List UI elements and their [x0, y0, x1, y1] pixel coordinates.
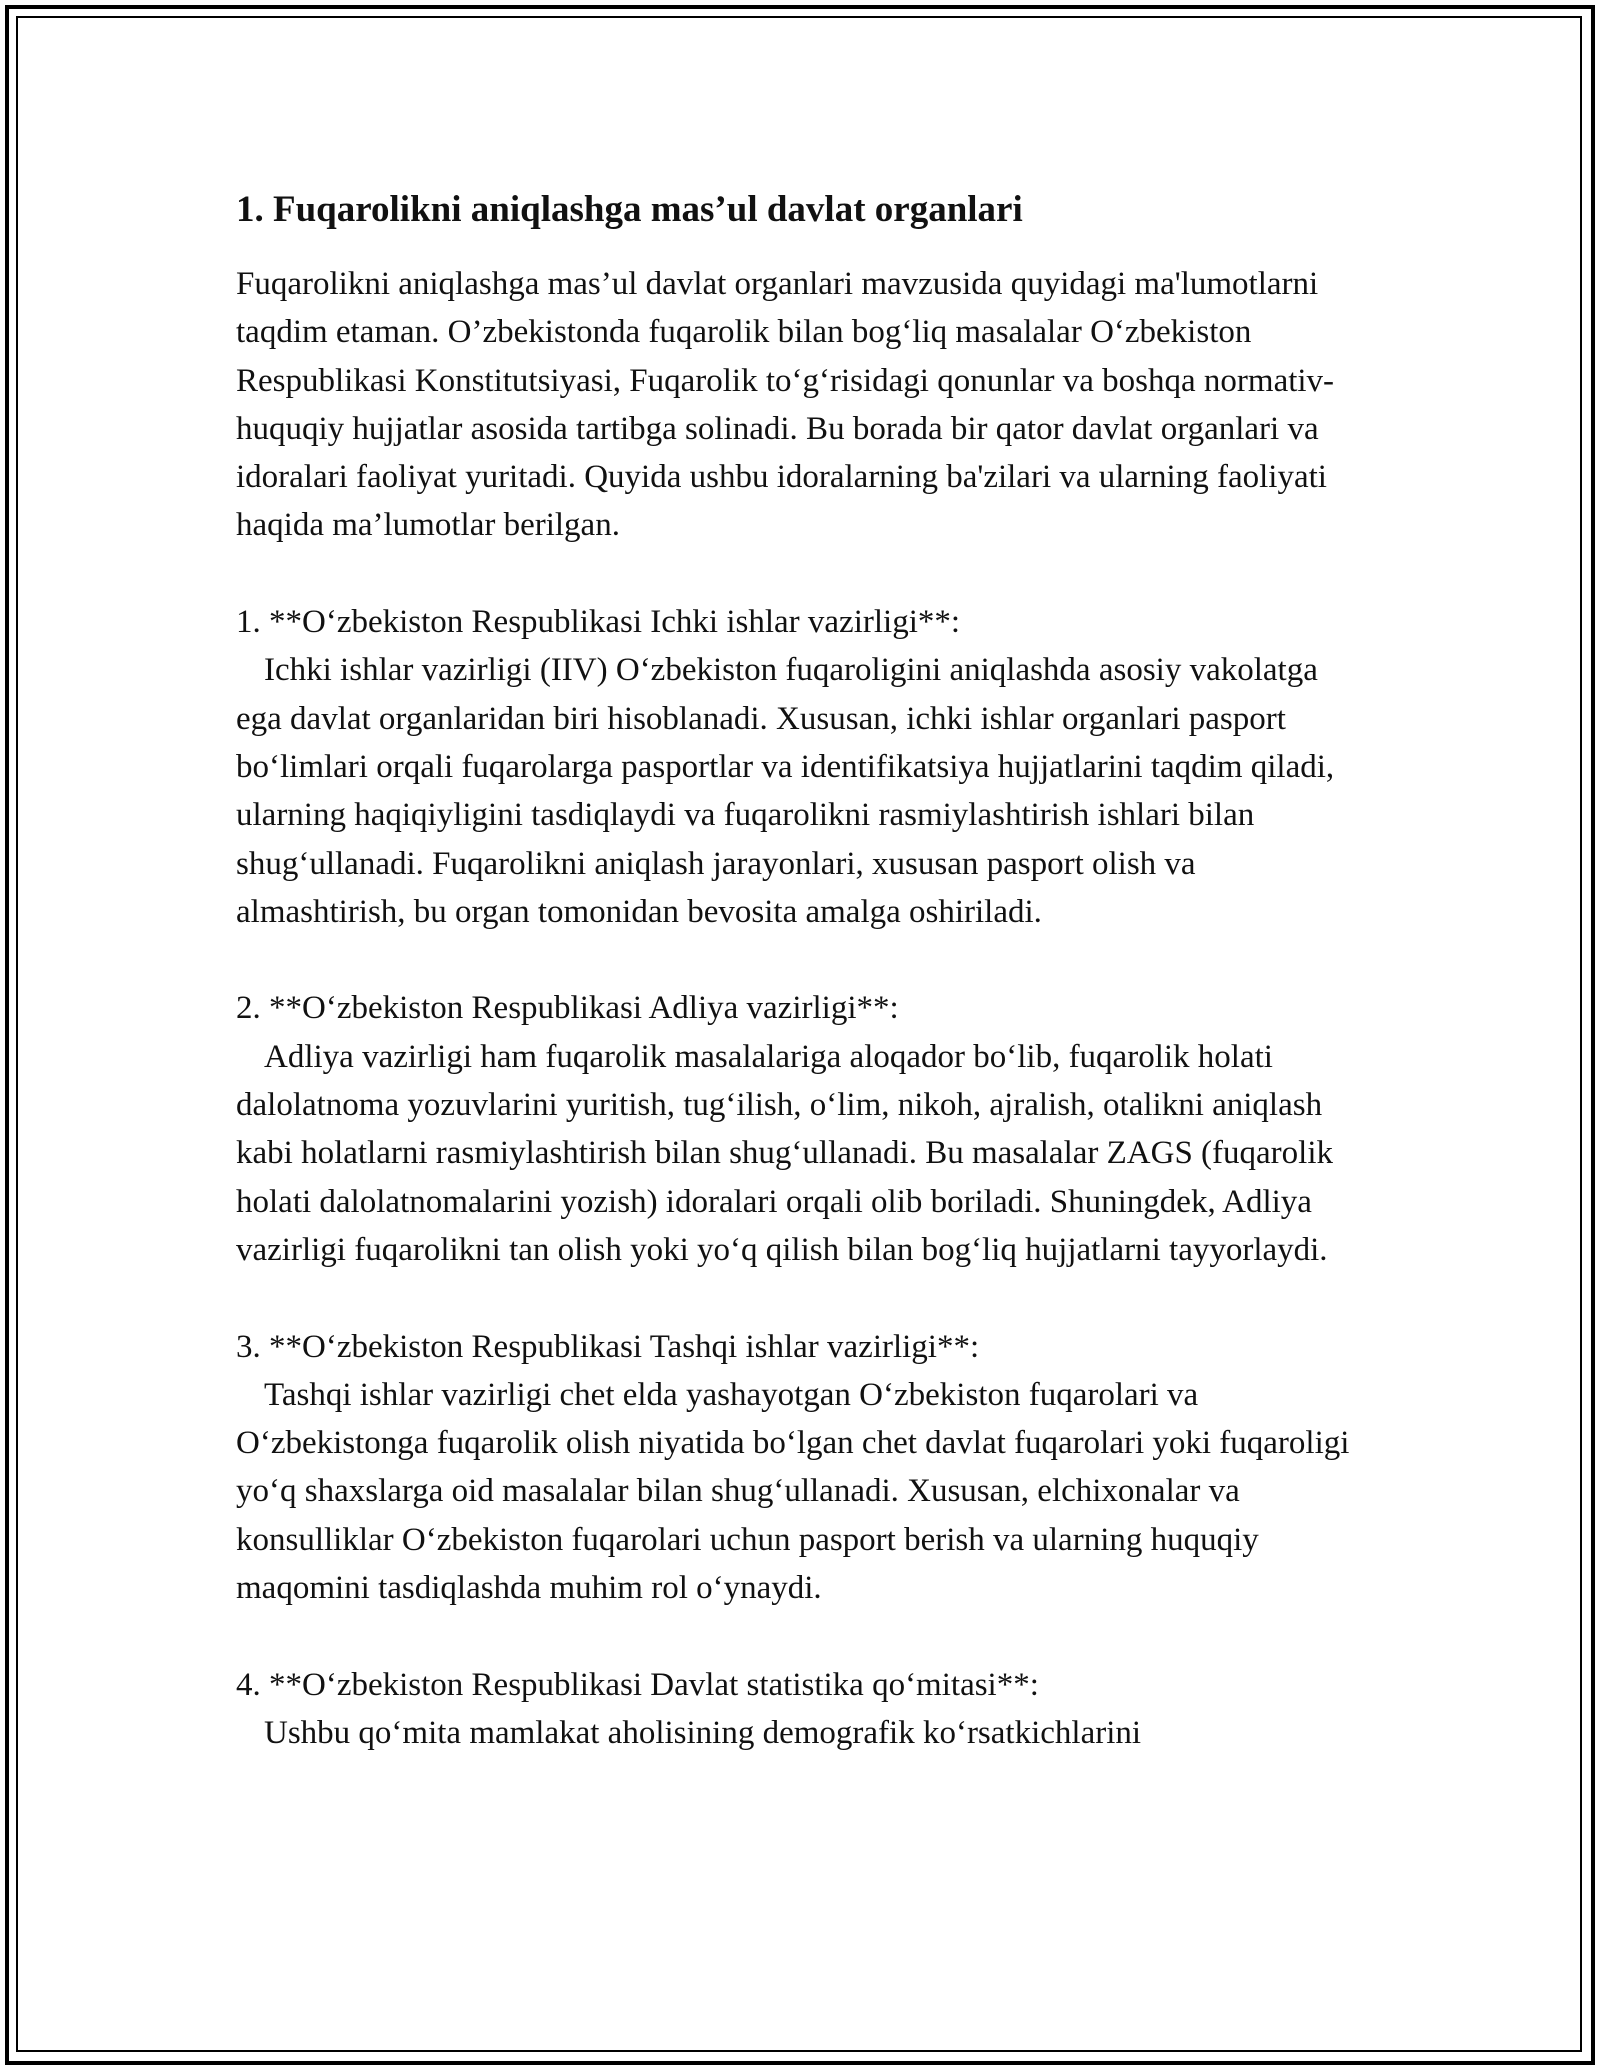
list-item [236, 598, 1366, 936]
list-item-body: Ichki ishlar vazirligi (IIV) O‘zbekiston fuqaroligini aniqlashda asosiy vakolatga ega davlat organlaridan biri hisoblanadi. Xususan, ichki ishlar organlari pasport bo‘limlari orqali fuqarolarga pasportlar va identifikatsiya hujjatlarini taqdim qiladi, ularning haqiqiyligini tasdiqlaydi va fuqarolikni rasmiylashtirish ishlari bilan shug‘ullanadi. Fuqarolikni aniqlash jarayonlari, xususan pasport olish va almashtirish, bu organ tomonidan bevosita amalga oshiriladi. [236, 652, 1335, 930]
intro-paragraph: Fuqarolikni aniqlashga mas’ul davlat organlari mavzusida quyidagi ma'lumotlarni taqdim etaman. O’zbekistonda fuqarolik bilan bog‘liq masalalar O‘zbekiston Respublikasi Konstitutsiyasi, Fuqarolik to‘g‘risidagi qonunlar va boshqa normativ-huquqiy hujjatlar asosida tartibga solinadi. Bu borada bir qator davlat organlari va idoralari faoliyat yuritadi. Quyida ushbu idoralarning ba'zilari va ularning faoliyati haqida ma’lumotlar berilgan. [236, 266, 1336, 544]
list-item [236, 1661, 1366, 1758]
spacer [236, 1612, 1366, 1660]
list-item-title: 1. **O‘zbekiston Respublikasi Ichki ishlar vazirligi**: [236, 604, 961, 641]
section-heading: 1. Fuqarolikni aniqlashga mas’ul davlat organlari [236, 189, 1023, 230]
document-body [236, 186, 1366, 1757]
list-item-title: 2. **O‘zbekiston Respublikasi Adliya vazirligi**: [236, 990, 899, 1027]
spacer [236, 936, 1366, 984]
list-item [236, 984, 1366, 1274]
list-item [236, 1323, 1366, 1613]
list-item-body: Ushbu qo‘mita mamlakat aholisining demografik ko‘rsatkichlarini [264, 1714, 1142, 1751]
spacer [236, 550, 1366, 598]
list-item-title: 3. **O‘zbekiston Respublikasi Tashqi ishlar vazirligi**: [236, 1328, 980, 1365]
spacer [236, 1274, 1366, 1322]
list-item-body: Tashqi ishlar vazirligi chet elda yashayotgan O‘zbekiston fuqarolari va O‘zbekistonga fuqarolik olish niyatida bo‘lgan chet davlat fuqarolari yoki fuqaroligi yo‘q shaxslarga oid masalalar bilan shug‘ullanadi. Xususan, elchixonalar va konsulliklar O‘zbekiston fuqarolari uchun pasport berish va ularning huquqiy maqomini tasdiqlashda muhim rol o‘ynaydi. [236, 1376, 1350, 1607]
list-item-body: Adliya vazirligi ham fuqarolik masalalariga aloqador bo‘lib, fuqarolik holati dalolatnoma yozuvlarini yuritish, tug‘ilish, o‘lim, nikoh, ajralish, otalikni aniqlash kabi holatlarni rasmiylashtirish bilan shug‘ullanadi. Bu masalalar ZAGS (fuqarolik holati dalolatnomalarini yozish) idoralari orqali olib boriladi. Shuningdek, Adliya vazirligi fuqarolikni tan olish yoki yo‘q qilish bilan bog‘liq hujjatlarni tayyorlaydi. [236, 1038, 1334, 1268]
list-item-title: 4. **O‘zbekiston Respublikasi Davlat statistika qo‘mitasi**: [236, 1666, 1039, 1703]
